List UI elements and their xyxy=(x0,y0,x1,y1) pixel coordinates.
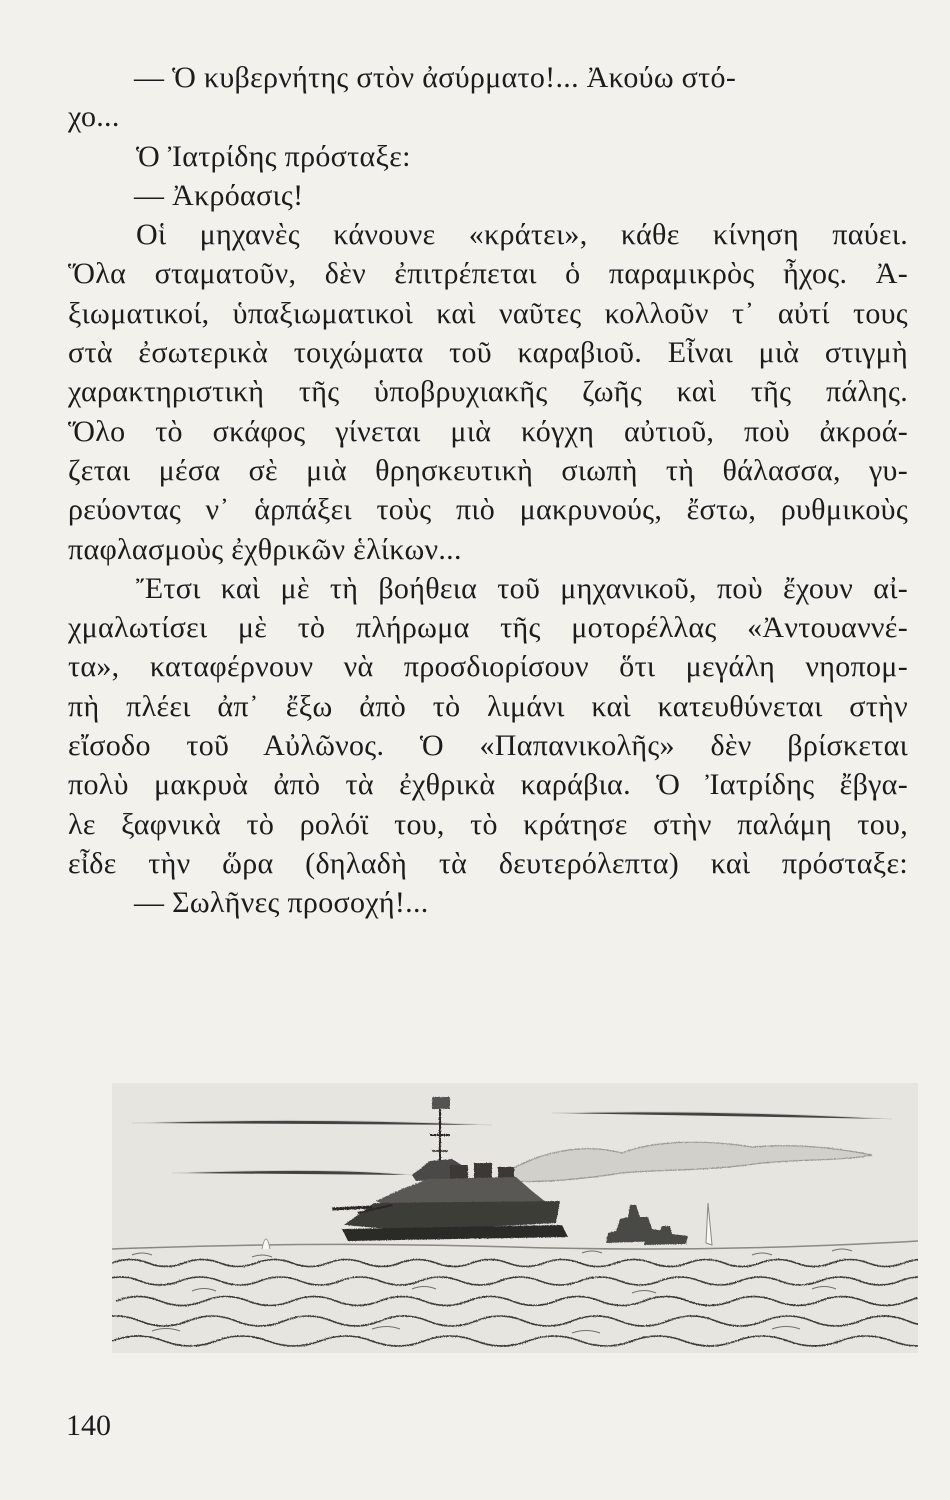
text-line: λε ξαφνικὰ τὸ ρολόϊ του, τὸ κράτησε στὴν παλάμη του, xyxy=(68,807,908,841)
text-line: εἴσοδο τοῦ Αὐλῶνος. Ὁ «Παπανικολῆς» δὲν βρίσκεται xyxy=(68,729,908,763)
text-line: χαρακτηριστικὴ τῆς ὑποβρυχιακῆς ζωῆς καὶ τῆς πάλης. xyxy=(68,375,908,409)
text-line: εἶδε τὴν ὥρα (δηλαδὴ τὰ δευτερόλεπτα) καὶ πρόσταξε: xyxy=(68,846,908,880)
text-line: Ὁ Ἰατρίδης πρόσταξε: xyxy=(136,139,411,173)
text-line: — Ἀκρόασις! xyxy=(134,178,304,212)
text-line: στὰ ἐσωτερικὰ τοιχώματα τοῦ καραβιοῦ. Εἶναι μιὰ στιγμὴ xyxy=(68,336,908,370)
text-line: χμαλωτίσει μὲ τὸ πλήρωμα τῆς μοτορέλλας «Ἀντουαννέ- xyxy=(68,611,908,645)
text-line: ζεται μέσα σὲ μιὰ θρησκευτικὴ σιωπὴ τὴ θάλασσα, γυ- xyxy=(68,453,908,487)
submarine-attack-illustration xyxy=(112,1083,918,1353)
body-text xyxy=(68,58,908,923)
text-line: παφλασμοὺς ἐχθρικῶν ἑλίκων... xyxy=(68,532,462,566)
text-line: Οἱ μηχανὲς κάνουνε «κράτει», κάθε κίνηση παύει. xyxy=(136,218,908,252)
text-line: — Σωλῆνες προσοχή!... xyxy=(134,886,429,920)
text-line: πὴ πλέει ἀπ᾽ ἔξω ἀπὸ τὸ λιμάνι καὶ κατευθύνεται στὴν xyxy=(68,689,908,723)
text-line: πολὺ μακρυὰ ἀπὸ τὰ ἐχθρικὰ καράβια. Ὁ Ἰατρίδης ἔβγα- xyxy=(68,768,908,802)
text-line: Ὅλο τὸ σκάφος γίνεται μιὰ κόγχη αὐτιοῦ, ποὺ ἀκροά- xyxy=(68,414,908,448)
page-number: 140 xyxy=(66,1409,111,1442)
text-line: τα», καταφέρνουν νὰ προσδιορίσουν ὅτι μεγάλη νηοπομ- xyxy=(68,650,908,684)
text-line: Ὅλα σταματοῦν, δὲν ἐπιτρέπεται ὁ παραμικρὸς ἦχος. Ἀ- xyxy=(68,257,908,291)
text-line: ξιωματικοί, ὑπαξιωματικοὶ καὶ ναῦτες κολλοῦν τ᾽ αὐτί τους xyxy=(68,296,908,330)
text-line: Ἔτσι καὶ μὲ τὴ βοήθεια τοῦ μηχανικοῦ, ποὺ ἔχουν αἰ- xyxy=(136,571,908,605)
text-line: χο... xyxy=(68,100,120,134)
text-line: — Ὁ κυβερνήτης στὸν ἀσύρματο!... Ἀκούω στό- xyxy=(134,61,737,94)
text-line: ρεύοντας ν᾽ ἁρπάξει τοὺς πιὸ μακρυνούς, ἔστω, ρυθμικοὺς xyxy=(68,493,908,527)
